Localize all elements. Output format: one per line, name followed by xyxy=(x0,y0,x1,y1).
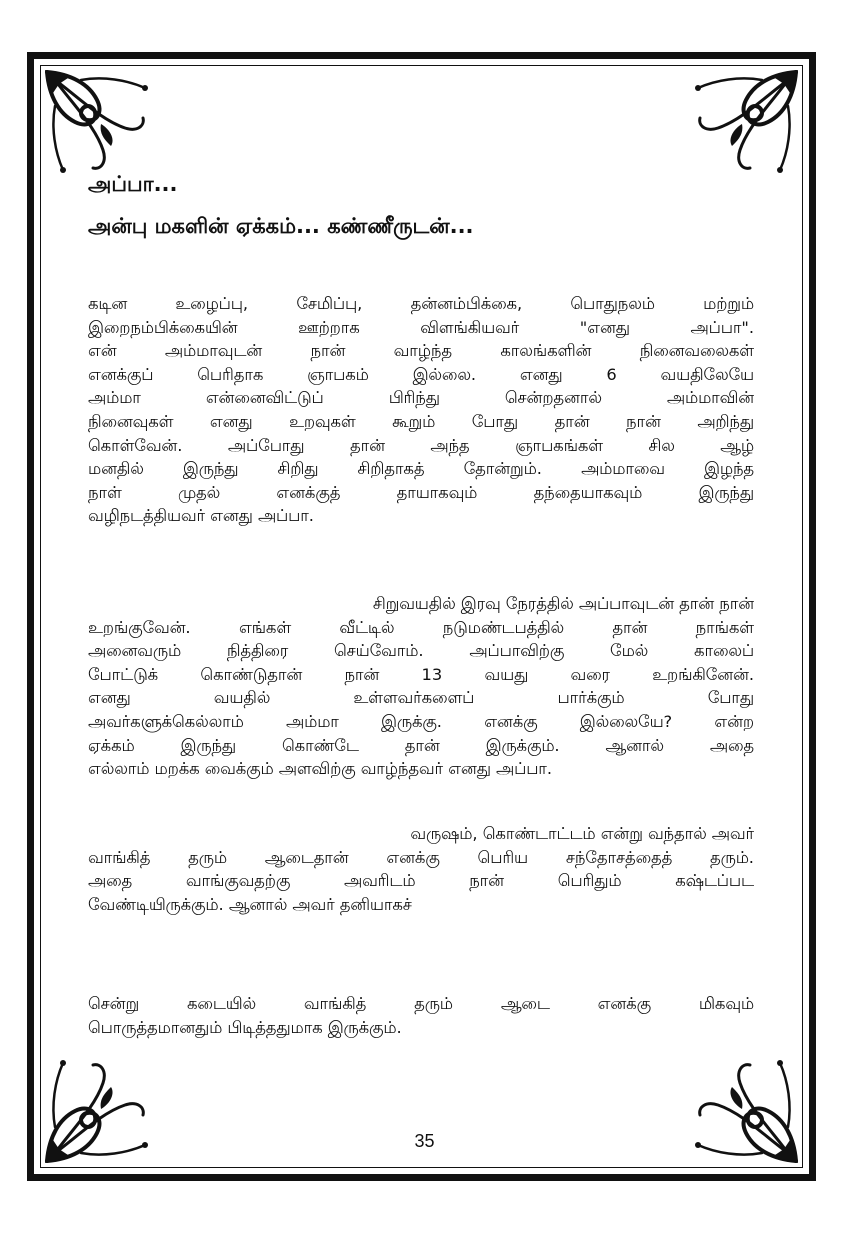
text-line: நாள் முதல் எனக்குத் தாயாகவும் தந்தையாகவும் இருந்து xyxy=(88,482,754,502)
text-line: என் அம்மாவுடன் நான் வாழ்ந்த காலங்களின் நினைவலைகள் xyxy=(88,341,754,361)
paragraph-2 xyxy=(88,592,754,781)
text-line: நினைவுகள் எனது உறவுகள் கூறும் போது தான் நான் அறிந்து xyxy=(88,411,754,431)
text-line: அம்மா என்னைவிட்டுப் பிரிந்து சென்றதனால் அம்மாவின் xyxy=(88,388,754,408)
text-line: வேண்டியிருக்கும். ஆனால் அவர் தனியாகச் xyxy=(88,894,412,914)
text-line: சென்று கடையில் வாங்கித் தரும் ஆடை எனக்கு மிகவும் xyxy=(88,994,754,1013)
heading-line-2: அன்பு மகளின் ஏக்கம்... கண்ணீருடன்... xyxy=(88,214,474,238)
text-line: உறங்குவேன். எங்கள் வீட்டில் நடுமண்டபத்தில் தான் நாங்கள் xyxy=(88,617,754,637)
paragraph-1 xyxy=(88,292,754,528)
text-line: வழிநடத்தியவர் எனது அப்பா. xyxy=(88,506,314,526)
text-line: போட்டுக் கொண்டுதான் நான் 13 வயது வரை உறங்கினேன். xyxy=(88,664,754,684)
text-line: எல்லாம் மறக்க வைக்கும் அளவிற்கு வாழ்ந்தவர் எனது அப்பா. xyxy=(88,759,552,779)
text-line: கொள்வேன். அப்போது தான் அந்த ஞாபகங்கள் சில ஆழ் xyxy=(88,435,754,455)
text-line: ஏக்கம் இருந்து கொண்டே தான் இருக்கும். ஆனால் அதை xyxy=(88,735,754,755)
text-line: அதை வாங்குவதற்கு அவரிடம் நான் பெரிதும் கஷ்டப்பட xyxy=(88,871,754,891)
text-line: அனைவரும் நித்திரை செய்வோம். அப்பாவிற்கு மேல் காலைப் xyxy=(88,641,754,661)
text-line: எனது வயதில் உள்ளவர்களைப் பார்க்கும் போது xyxy=(88,688,754,708)
text-line: அவர்களுக்கெல்லாம் அம்மா இருக்கு. எனக்கு இல்லையே? என்ற xyxy=(88,711,754,731)
text-line: வருஷம், கொண்டாட்டம் என்று வந்தால் அவர் xyxy=(410,824,754,843)
paragraph-4 xyxy=(88,992,754,1039)
heading-line-1: அப்பா... xyxy=(88,172,178,196)
paragraph-3 xyxy=(88,822,754,916)
text-line: வாங்கித் தரும் ஆடைதான் எனக்கு பெரிய சந்தோசத்தைத் தரும். xyxy=(88,847,754,867)
corner-ornament-top-left xyxy=(41,66,153,178)
text-line: இறைநம்பிக்கையின் ஊற்றாக விளங்கியவர் "எனது அப்பா". xyxy=(88,317,754,337)
text-line: பொருத்தமானதும் பிடித்ததுமாக இருக்கும். xyxy=(88,1017,402,1037)
page-number: 35 xyxy=(414,1131,435,1151)
text-line: எனக்குப் பெரிதாக ஞாபகம் இல்லை. எனது 6 வயதிலேயே xyxy=(88,364,754,384)
text-line: சிறுவயதில் இரவு நேரத்தில் அப்பாவுடன் தான் நான் xyxy=(372,594,754,613)
text-line: மனதில் இருந்து சிறிது சிறிதாகத் தோன்றும். அம்மாவை இழந்த xyxy=(88,459,754,479)
corner-ornament-top-right xyxy=(690,66,802,178)
text-line: கடின உழைப்பு, சேமிப்பு, தன்னம்பிக்கை, பொதுநலம் மற்றும் xyxy=(88,294,754,313)
